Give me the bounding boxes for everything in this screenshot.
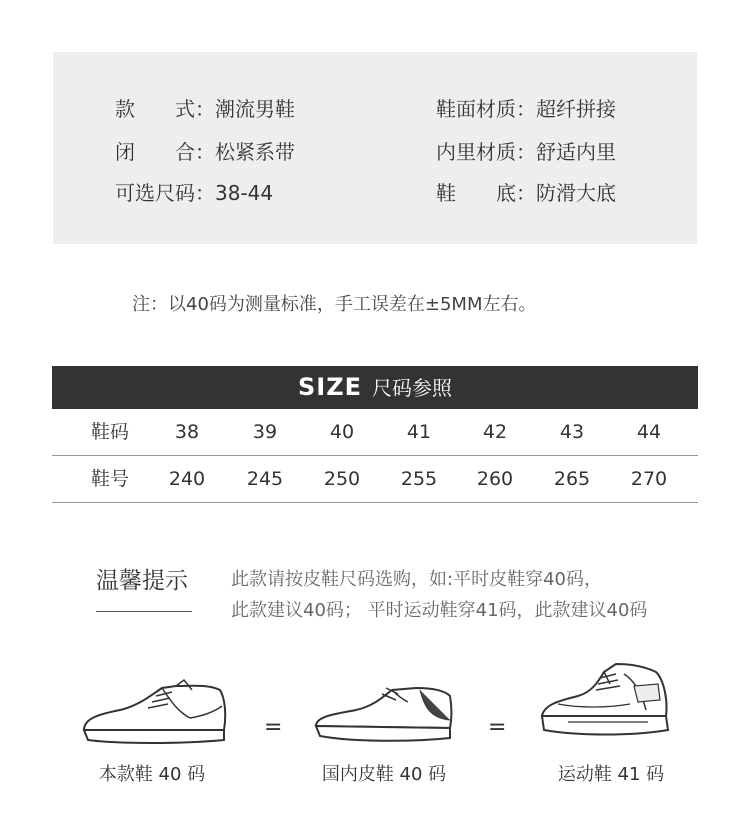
- spec-upper-label: 鞋面材质：: [436, 97, 536, 121]
- table-cell: 38: [174, 421, 200, 443]
- row-label: 鞋码: [90, 421, 130, 443]
- table-cell: 40: [329, 421, 355, 443]
- spec-sole-label: 鞋 底：: [436, 181, 536, 205]
- tips-title: 温馨提示: [96, 568, 188, 594]
- table-cell: 41: [406, 421, 432, 443]
- size-chart-subtitle: 尺码参照: [372, 376, 452, 400]
- spec-style: [115, 93, 295, 122]
- measurement-note: 注：以40码为测量标准，手工误差在±5MM左右。: [132, 294, 537, 315]
- equals-sign-1: =: [264, 715, 283, 740]
- table-cell: 260: [476, 468, 514, 490]
- tips-underline: [96, 611, 192, 612]
- caption-leather-shoe: 国内皮鞋 40 码: [321, 764, 447, 785]
- table-row: [52, 409, 698, 456]
- spec-upper-value: 超纤拼接: [536, 97, 616, 121]
- row-label: 鞋号: [90, 468, 130, 490]
- size-chart-title: SIZE: [297, 373, 362, 401]
- spec-closure-value: 松紧系带: [215, 140, 295, 164]
- table-cell: 250: [323, 468, 361, 490]
- spec-closure: [115, 136, 295, 165]
- size-table: [52, 409, 698, 503]
- spec-sole: [436, 177, 616, 206]
- spec-style-label: 款 式：: [115, 97, 215, 121]
- spec-lining-label: 内里材质：: [436, 140, 536, 164]
- spec-upper: [436, 93, 616, 122]
- tips-line-1: 此款请按皮鞋尺码选购，如:平时皮鞋穿40码，: [231, 569, 602, 590]
- equals-sign-2: =: [488, 715, 507, 740]
- spec-style-value: 潮流男鞋: [215, 97, 295, 121]
- spec-sole-value: 防滑大底: [536, 181, 616, 205]
- table-cell: 265: [553, 468, 591, 490]
- caption-sneaker: 运动鞋 41 码: [557, 764, 665, 785]
- table-cell: 43: [559, 421, 585, 443]
- leather-shoe-icon: [312, 682, 454, 748]
- spec-sizes-label: 可选尺码：: [115, 181, 215, 205]
- table-cell: 245: [246, 468, 284, 490]
- table-cell: 44: [636, 421, 662, 443]
- table-cell: 240: [168, 468, 206, 490]
- caption-this-shoe: 本款鞋 40 码: [98, 764, 206, 785]
- tips-line-2: 此款建议40码； 平时运动鞋穿41码，此款建议40码: [231, 600, 648, 621]
- table-cell: 255: [400, 468, 438, 490]
- table-cell: 39: [252, 421, 278, 443]
- sneaker-icon: [538, 660, 672, 742]
- table-row: [52, 456, 698, 503]
- spec-lining: [436, 136, 616, 165]
- casual-shoe-icon: [80, 678, 228, 748]
- spec-closure-label: 闭 合：: [115, 140, 215, 164]
- spec-sizes-value: 38-44: [215, 181, 274, 205]
- spec-lining-value: 舒适内里: [536, 140, 616, 164]
- table-cell: 42: [482, 421, 508, 443]
- table-cell: 270: [630, 468, 668, 490]
- spec-sizes: [115, 177, 273, 206]
- size-chart-header: [52, 366, 698, 409]
